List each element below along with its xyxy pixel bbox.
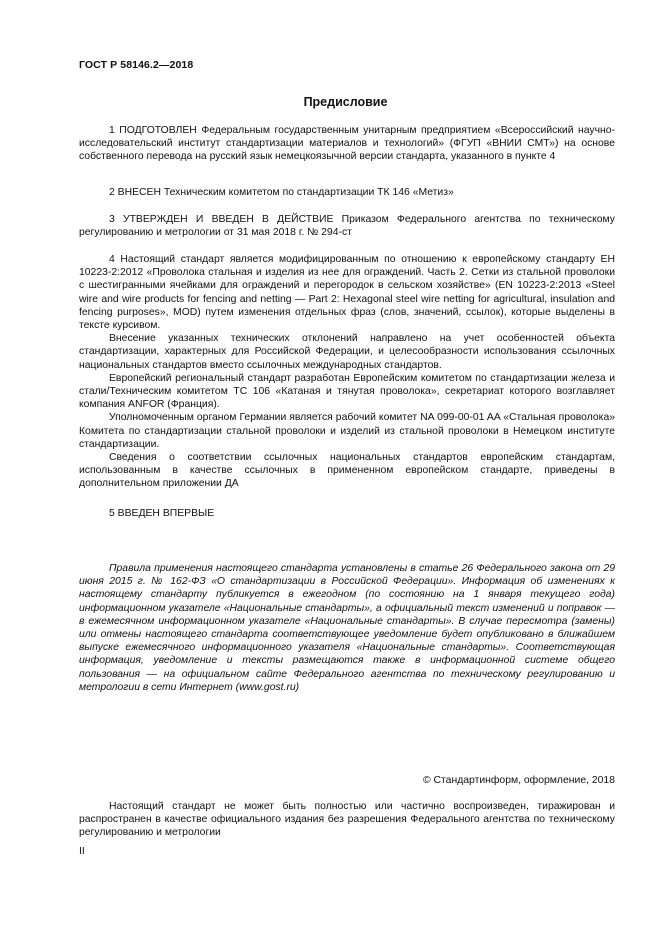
item-5 — [79, 507, 615, 520]
item-3-text: 3 УТВЕРЖДЕН И ВВЕДЕН В ДЕЙСТВИЕ Приказом Федерального агентства по техническому регулированию и метрологии от 31 мая 2018 г. № 294-ст — [79, 214, 615, 239]
application-notice — [79, 562, 615, 694]
copyright: © Стандартинформ, оформление, 2018 — [422, 775, 615, 786]
page-title: Предисловие — [303, 95, 388, 109]
item-4 — [79, 253, 615, 491]
item-1 — [79, 124, 615, 164]
item-4-paragraph: Уполномоченным органом Германии является рабочий комитет NA 099-00-01 AA «Стальная проволока» Комитета по стандартизации стальной проволоки и изделий из стальной проволоки в Немецком институте стандартизации. — [79, 412, 615, 450]
item-1-text: 1 ПОДГОТОВЛЕН Федеральным государственным унитарным предприятием «Всероссийский научно-исследовательский институт стандартизации материалов и технологий» (ФГУП «ВНИИ СМТ») на основе собственного перевода на русский язык немецкоязычной версии стандарта, указанного в пункте 4 — [79, 125, 615, 163]
item-2 — [79, 186, 615, 199]
rights-notice — [79, 800, 615, 840]
item-4-paragraph: Европейский региональный стандарт разработан Европейским комитетом по стандартизации железа и стали/Техническим комитетом ТС 106 «Катаная и тянутая проволока», секретариат которого возглавляет компания ANFOR (Франция). — [79, 372, 615, 411]
rights-text: Настоящий стандарт не может быть полностью или частично воспроизведен, тиражирован и распространен в качестве официального издания без разрешения Федерального агентства по техническому регулированию и метрологии — [79, 801, 615, 839]
document-header: ГОСТ Р 58146.2—2018 — [79, 59, 194, 71]
item-4-paragraph: Внесение указанных технических отклонений направлено на учет особенностей объекта стандартизации, характерных для Российской Федерации, и целесообразности использования ссылочных национальных стандартов вместо ссылочных международных стандартов. — [79, 333, 615, 371]
item-4-paragraph: 4 Настоящий стандарт является модифицированным по отношению к европейскому стандарту ЕН 10223-2:2012 «Проволока стальная и изделия из нее для ограждений. Часть 2. Сетки из стальной проволоки с шестигранными ячейками для ограждений и перегородок в сельском хозяйстве» (EN 10223-2:2013 «Steel wire and wire products for fencing and netting — Part 2: Hexagonal steel wire netting for agricultural, insulation and fencing purposes», MOD) путем изменения отдельных фраз (слов, значений, ссылок), которые выделены в тексте курсивом. — [79, 254, 615, 332]
item-2-text: 2 ВНЕСЕН Техническим комитетом по стандартизации ТК 146 «Метиз» — [109, 187, 454, 198]
item-3 — [79, 213, 615, 239]
notice-text: Правила применения настоящего стандарта установлены в статье 26 Федерального закона от 29 июня 2015 г. № 162-ФЗ «О стандартизации в Российской Федерации». Информация об изменениях к настоящему стандарту публикуется в ежегодном (по состоянию на 1 января текущего года) информационном указателе «Национальные стандарты», а официальный текст изменений и поправок — в ежемесячном информационном указателе «Национальные стандарты». В случае пересмотра (замены) или отмены настоящего стандарта соответствующее уведомление будет опубликовано в ближайшем выпуске ежемесячного информационного указателя «Национальные стандарты». Соответствующая информация, уведомление и тексты размещаются также в информационной системе общего пользования — на официальном сайте Федерального агентства по техническому регулированию и метрологии в сети Интернет (www.gost.ru) — [79, 563, 615, 693]
page-number: II — [79, 846, 85, 857]
item-4-paragraph: Сведения о соответствии ссылочных национальных стандартов европейским стандартам, использованным в качестве ссылочных в примененном европейском стандарте, приведены в дополнительном приложении ДА — [79, 452, 615, 490]
item-5-text: 5 ВВЕДЕН ВПЕРВЫЕ — [109, 508, 215, 519]
